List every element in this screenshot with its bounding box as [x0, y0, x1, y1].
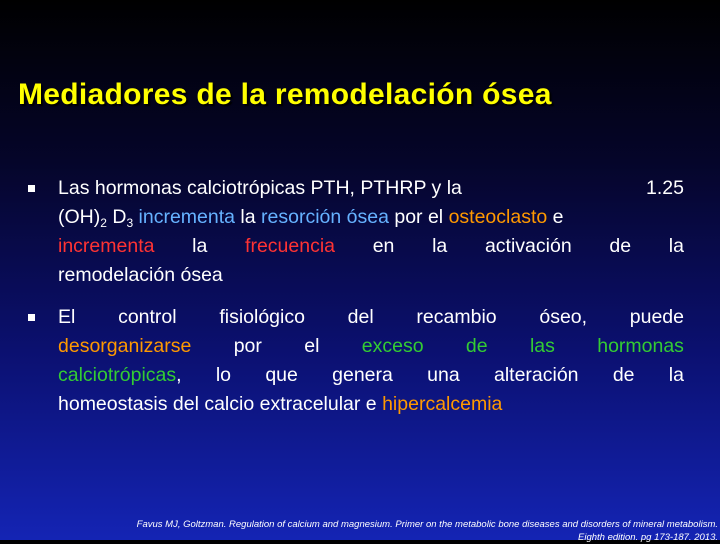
text-line: homeostasis del calcio extracelular e hipercalcemia [58, 393, 503, 415]
square-bullet-icon [28, 174, 35, 203]
slide-title: Mediadores de la remodelación ósea [18, 78, 552, 111]
text-line: Las hormonas calciotrópicas PTH, PTHRP y la 1.25 [58, 177, 684, 199]
text-line: desorganizarse por el exceso de las hormonas [58, 335, 684, 357]
bullet-text [58, 303, 684, 419]
bullet-text [58, 174, 684, 290]
text-line: calciotrópicas, lo que genera una alteración de la [58, 364, 684, 386]
text-line: remodelación ósea [58, 264, 223, 286]
text-line: $(OH)_2$ $D_3$ incrementa la resorción ósea por el osteoclasto e [58, 206, 564, 230]
square-bullet-icon [28, 303, 35, 332]
bullet-item-1 [28, 174, 684, 290]
text-line: El control fisiológico del recambio óseo, puede [58, 306, 684, 328]
citation-footer: Favus MJ, Goltzman. Regulation of calcium and magnesium. Primer on the metabolic bone diseases and disorders of mineral metabolism. Eighth edition. pg 173-187. 2013. [136, 519, 718, 543]
text-line: incrementa la frecuencia en la activación de la [58, 235, 684, 257]
bullet-item-2 [28, 303, 684, 419]
